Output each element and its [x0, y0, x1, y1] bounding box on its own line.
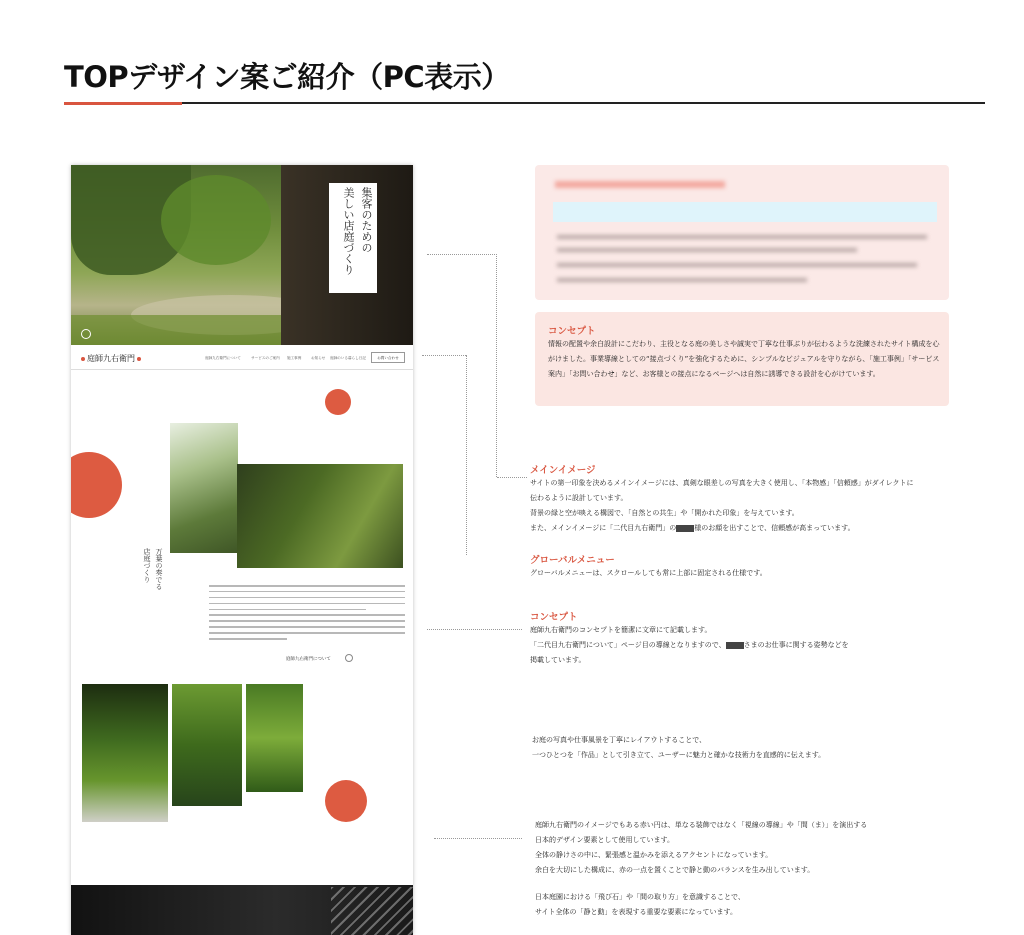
text-line: 庭師九右衛門のコンセプトを簡潔に文章にて記載します。: [530, 626, 712, 634]
title-underline: [64, 102, 985, 104]
nav-item-diary[interactable]: 庭師のいる暮らし日記: [330, 356, 366, 360]
text-line: サイトの第一印象を決めるメインイメージには、真剣な眼差しの写真を大きく使用し、「本物感」「信頼感」がダイレクトに: [530, 479, 914, 487]
text-line: 「二代目九右衛門について」ページ目の導線となりますので、 さまのお仕事に関する姿勢などを: [530, 641, 849, 649]
bamboo-leaves: [331, 887, 413, 935]
red-circle: [325, 389, 351, 415]
contact-button[interactable]: お問い合わせ: [371, 352, 405, 363]
text-line: また、メインイメージに「二代目九右衛門」の 様のお顔を出すことで、信頼感が高まっています。: [530, 524, 855, 532]
text-line: 余白を大切にした構成に、赤の一点を置くことで静と動のバランスを生み出しています。: [535, 866, 815, 874]
logo-dot-icon: [81, 357, 85, 361]
text-line: 日本的デザイン要素として使用しています。: [535, 836, 674, 844]
nav-item-service[interactable]: サービスのご案内: [251, 356, 280, 360]
redaction: [676, 525, 694, 532]
connector-line: [434, 838, 522, 839]
logo-text: 庭師九右衛門: [87, 354, 135, 363]
hero-catchcopy: [329, 183, 377, 293]
circle-text: [535, 818, 867, 920]
connector-line: [466, 355, 467, 555]
global-menu-text: グローバルメニューは、スクロールしても常に上部に固定される仕様です。: [530, 569, 767, 577]
forest-photo: [170, 423, 238, 553]
red-circle: [325, 780, 367, 822]
logo-dot-icon: [137, 357, 141, 361]
page-title: TOPデザイン案ご紹介（PC表示）: [64, 60, 510, 94]
nav-item-works[interactable]: 施工事例: [287, 356, 302, 360]
concept2-text: [530, 623, 849, 668]
main-image-heading: メインイメージ: [530, 465, 596, 476]
arrow-circle-icon[interactable]: [345, 654, 353, 662]
concept-copy-line: 店庭づくり: [143, 548, 151, 583]
concept-copy-line: 万葉の奏でる: [155, 548, 163, 590]
hero-catchcopy-line: 集客のための: [360, 187, 373, 253]
garden-photo: [82, 684, 168, 822]
garden-photo: [172, 684, 242, 806]
text-line: 掲載しています。: [530, 656, 586, 664]
title-underline-accent: [64, 102, 182, 105]
connector-line: [427, 629, 522, 630]
nav-item-news[interactable]: お知らせ: [311, 356, 326, 360]
concept-card: [535, 312, 949, 406]
scroll-indicator-icon[interactable]: [81, 329, 91, 339]
nav-item-about[interactable]: 庭師九右衛門について: [205, 356, 241, 360]
concept-heading: コンセプト: [548, 326, 596, 337]
concept-text: 情報の配置や余白設計にこだわり、主役となる庭の美しさや誠実で丁寧な仕事ぶりが伝わるような洗練されたサイト構成を心がけました。事業導線としての“接点づくり”を強化するために、シンプルなビジュアルを守りながら、「施工事例」「サービス案内」「お問い合わせ」など、お客様との接点になるページへは自然に誘導できる設計を心がけています。: [548, 340, 940, 378]
garden-photo: [246, 684, 303, 792]
gallery-text: [532, 733, 825, 763]
hero-tree: [161, 175, 271, 265]
main-image-text: [530, 476, 914, 536]
text-line: 全体の静けさの中に、緊張感と温かみを添えるアクセントになっています。: [535, 851, 773, 859]
blurred-note: [535, 165, 949, 300]
text-line: サイト全体の「静と動」を表現する重要な要素になっています。: [535, 908, 737, 916]
connector-line: [497, 477, 527, 478]
text-line: 伝わるように設計しています。: [530, 494, 628, 502]
connector-line: [422, 355, 466, 356]
text-line: 一つひとつを「作品」として引き立て、ユーザーに魅力と確かな技術力を直感的に伝えます。: [532, 751, 826, 759]
text-line: 背景の緑と空が映える構図で、「自然との共生」や「開かれた印象」を与えています。: [530, 509, 799, 517]
concept-vertical-copy: [141, 548, 165, 590]
hero-catchcopy-line: 美しい店庭づくり: [342, 187, 355, 275]
text-line: 庭師九右衛門のイメージでもある赤い円は、単なる装飾ではなく「視線の導線」や「間（ま）」を演出する: [535, 821, 868, 829]
text-line: お庭の写真や仕事風景を丁寧にレイアウトすることで、: [532, 736, 707, 744]
website-mockup: [71, 165, 413, 935]
concept2-heading: コンセプト: [530, 612, 578, 623]
hero-image: [71, 165, 413, 345]
red-circle: [71, 452, 122, 518]
about-link[interactable]: 庭師九右衛門について: [286, 657, 331, 662]
gardener-work-photo: [237, 464, 403, 568]
connector-line: [496, 254, 497, 477]
global-menu-heading: グローバルメニュー: [530, 555, 615, 566]
text-line: 日本庭園における「飛び石」や「間の取り方」を意識することで、: [535, 893, 745, 901]
redaction: [726, 642, 744, 649]
connector-line: [427, 254, 497, 255]
concept-body-text: [209, 585, 405, 644]
site-logo[interactable]: [79, 353, 143, 364]
